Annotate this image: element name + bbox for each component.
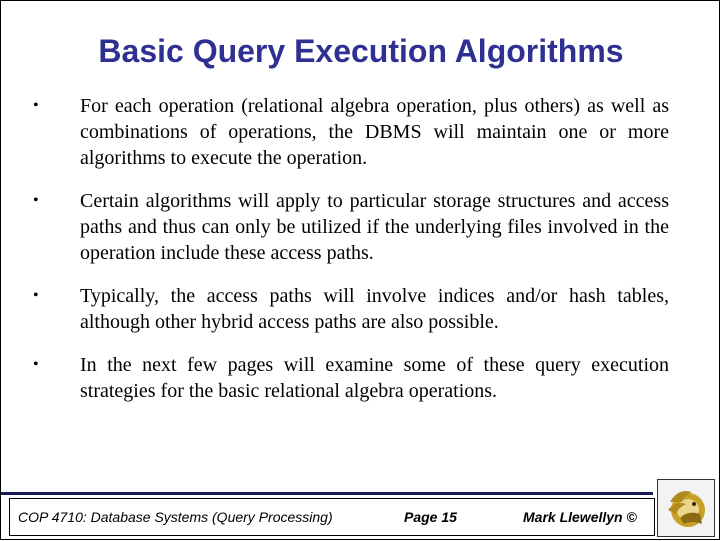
bullet-list (29, 93, 669, 421)
footer-divider (1, 492, 653, 495)
pegasus-logo-icon (657, 479, 715, 537)
bullet-marker: • (33, 287, 39, 304)
bullet-item (29, 93, 669, 171)
footer-page-number: Page 15 (404, 509, 457, 525)
slide-title: Basic Query Execution Algorithms (98, 33, 624, 69)
bullet-marker: • (33, 356, 39, 373)
footer-author: Mark Llewellyn © (523, 509, 637, 525)
footer (9, 498, 655, 536)
bullet-item (29, 188, 669, 266)
bullet-marker: • (33, 97, 39, 114)
footer-course: COP 4710: Database Systems (Query Processing) (18, 509, 333, 525)
bullet-text: For each operation (relational algebra operation, plus others) as well as combinations of operations, the DBMS will maintain one or more algorithms to execute the operation. (80, 95, 669, 169)
bullet-marker: • (33, 192, 39, 209)
bullet-item (29, 283, 669, 335)
bullet-text: Certain algorithms will apply to particular storage structures and access paths and thus can only be utilized if the underlying files involved in the operation include these access paths. (80, 190, 669, 264)
bullet-text: Typically, the access paths will involve indices and/or hash tables, although other hybrid access paths are also possible. (80, 285, 669, 333)
bullet-text: In the next few pages will examine some of these query execution strategies for the basic relational algebra operations. (80, 354, 669, 402)
bullet-item (29, 352, 669, 404)
